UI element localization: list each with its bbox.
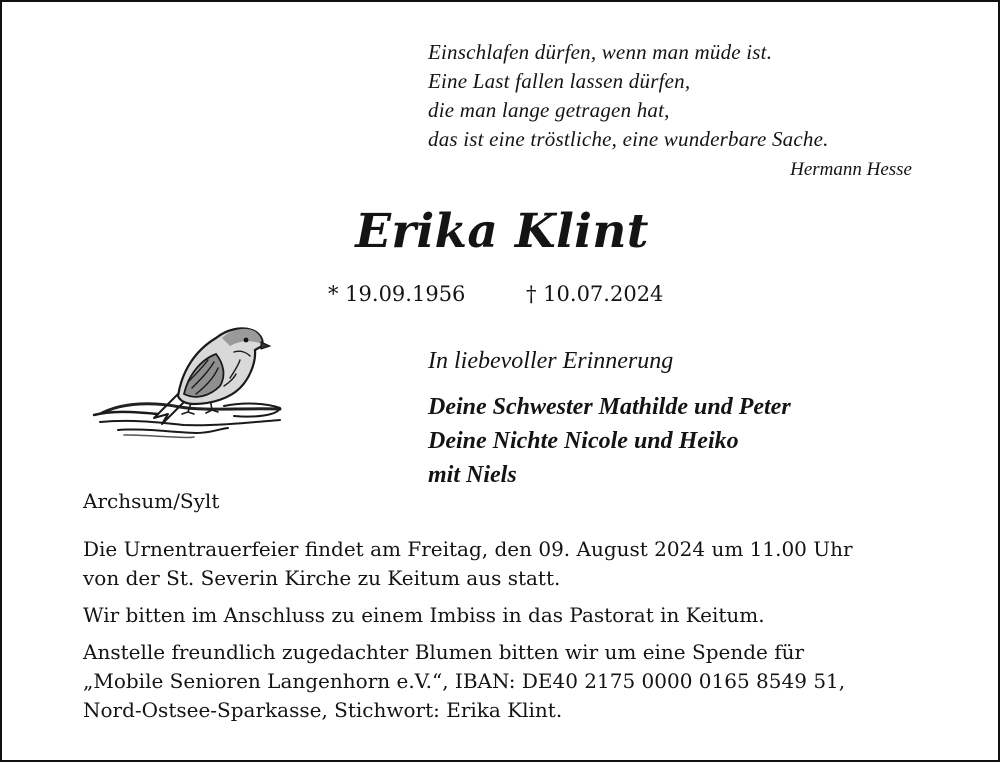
quote-line: das ist eine tröstliche, eine wunderbare Sache. [428, 127, 829, 151]
mourner-line: Deine Nichte Nicole und Heiko [428, 428, 739, 454]
place-of-residence: Archsum/Sylt [83, 489, 220, 513]
quote-line: Eine Last fallen lassen dürfen, [428, 69, 691, 93]
paragraph-line: „Mobile Senioren Langenhorn e.V.“, IBAN: DE40 2175 0000 0165 8549 51, [83, 669, 846, 693]
quote-author: Hermann Hesse [790, 159, 912, 180]
quote-poem [428, 38, 948, 154]
mourner-line: Deine Schwester Mathilde und Peter [428, 394, 791, 420]
sparrow-icon [84, 316, 284, 444]
remembrance-heading: In liebevoller Erinnerung [428, 348, 674, 374]
paragraph-line: Anstelle freundlich zugedachter Blumen bitten wir um eine Spende für [83, 640, 805, 664]
quote-line: Einschlafen dürfen, wenn man müde ist. [428, 40, 773, 64]
paragraph-line: von der St. Severin Kirche zu Keitum aus statt. [83, 566, 561, 590]
donation-paragraph [83, 638, 963, 725]
death-date: † 10.07.2024 [526, 282, 664, 306]
funeral-paragraph [83, 535, 963, 593]
paragraph-line: Wir bitten im Anschluss zu einem Imbiss in das Pastorat in Keitum. [83, 603, 765, 627]
reception-paragraph [83, 601, 963, 630]
quote-line: die man lange getragen hat, [428, 98, 670, 122]
paragraph-line: Die Urnentrauerfeier findet am Freitag, den 09. August 2024 um 11.00 Uhr [83, 537, 853, 561]
paragraph-line: Nord-Ostsee-Sparkasse, Stichwort: Erika Klint. [83, 698, 563, 722]
birth-date: * 19.09.1956 [328, 282, 466, 306]
service-details [83, 535, 963, 733]
mourners-list [428, 390, 791, 492]
deceased-name: Erika Klint [355, 204, 649, 259]
mourner-line: mit Niels [428, 462, 517, 488]
